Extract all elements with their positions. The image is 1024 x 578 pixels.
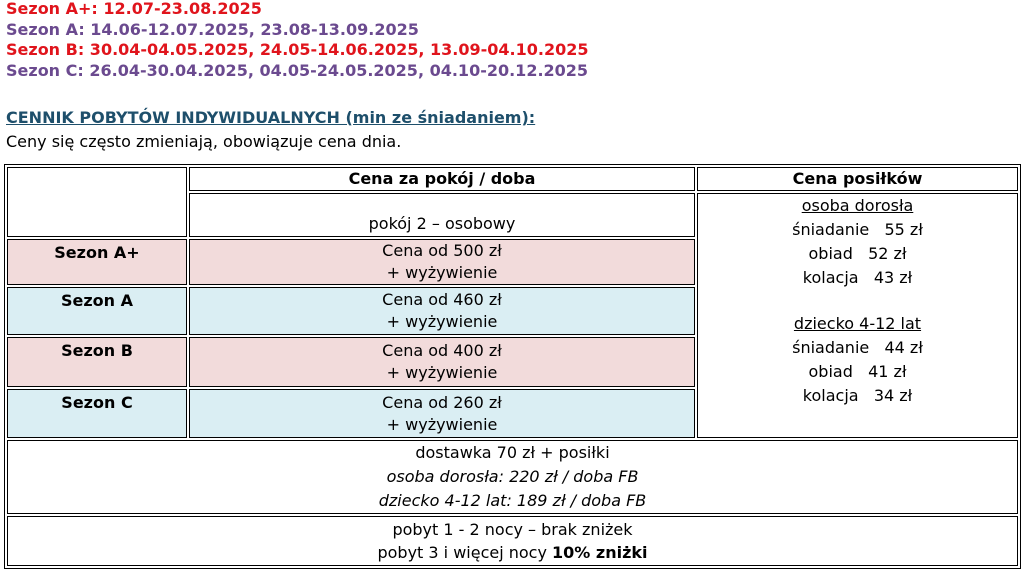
season-price-cell [189,239,695,285]
season-price: Cena od 500 zł [382,241,502,260]
child-lunch-price: obiad 41 zł [808,362,907,381]
extra-bed-price: dostawka 70 zł + posiłki [415,443,610,462]
adult-dinner-price: kolacja 43 zł [802,268,913,287]
season-price: Cena od 400 zł [382,341,502,360]
adult-meals-title: osoba dorosła [801,196,914,215]
long-stay-discount [8,541,1017,564]
season-meal-note: + wyżywienie [386,263,498,282]
price-list-heading: CENNIK POBYTÓW INDYWIDUALNYCH (min ze śniadaniem): [6,108,536,127]
room-price-header: Cena za pokój / doba [189,167,695,191]
season-c-dates: Sezon C: 26.04-30.04.2025, 04.05-24.05.2025, 04.10-20.12.2025 [6,61,589,80]
season-name: Sezon A [7,287,187,335]
meal-prices-cell [697,193,1018,438]
adult-breakfast-price: śniadanie 55 zł [792,220,923,239]
extra-bed-cell [7,440,1018,514]
price-note: Ceny się często zmieniają, obowiązuje cena dnia. [6,132,402,151]
discount-cell [7,516,1018,566]
season-price-cell [189,287,695,335]
season-a-dates: Sezon A: 14.06-12.07.2025, 23.08-13.09.2025 [6,20,419,39]
long-stay-discount-text: pobyt 3 i więcej nocy [377,543,553,562]
season-price-cell [189,337,695,387]
season-b-dates: Sezon B: 30.04-04.05.2025, 24.05-14.06.2025, 13.09-04.10.2025 [6,40,589,59]
discount-amount: 10% zniżki [552,543,648,562]
season-meal-note: + wyżywienie [386,414,498,434]
season-price: Cena od 460 zł [382,290,502,309]
season-meal-note: + wyżywienie [386,312,498,331]
season-name: Sezon B [7,337,187,387]
season-meal-note: + wyżywienie [386,363,498,382]
meal-price-header: Cena posiłków [697,167,1018,191]
season-a-plus-dates: Sezon A+: 12.07-23.08.2025 [6,0,262,18]
extra-bed-child-price: dziecko 4-12 lat: 189 zł / doba FB [378,491,647,510]
child-dinner-price: kolacja 34 zł [802,386,913,405]
adult-lunch-price: obiad 52 zł [808,244,907,263]
room-type-label: pokój 2 – osobowy [368,214,516,233]
season-price-cell [189,389,695,438]
empty-corner-cell [7,167,187,237]
short-stay-discount: pobyt 1 - 2 nocy – brak zniżek [392,520,633,539]
child-meals-title: dziecko 4-12 lat [793,314,922,333]
season-name: Sezon C [7,389,187,438]
price-table [4,164,1021,569]
room-type-cell [189,193,695,237]
season-price: Cena od 260 zł [382,392,502,412]
extra-bed-adult-price: osoba dorosła: 220 zł / doba FB [386,467,639,486]
season-name: Sezon A+ [7,239,187,285]
child-breakfast-price: śniadanie 44 zł [792,338,923,357]
